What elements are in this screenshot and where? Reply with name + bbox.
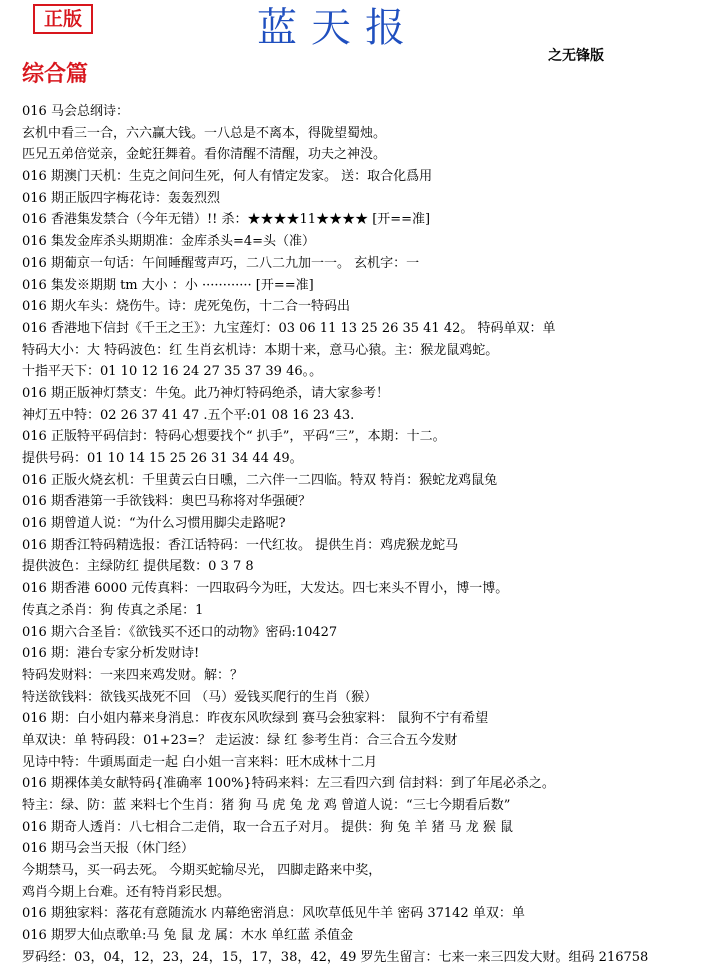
text-line: 016 期香港 6000 元传真料：一四取码今为旺，大发达。四七来头不胃小，博一博。 xyxy=(22,581,509,597)
text-line: 016 期曾道人说：“为什么习惯用脚尖走路呢? xyxy=(22,516,286,532)
text-line: 016 期奇人透肖：八七相合二走俏，取一合五子对月。 提供：狗 兔 羊 猪 马 龙 猴 鼠 xyxy=(22,819,514,835)
text-line: 016 马会总纲诗： xyxy=(22,104,129,119)
text-line: 016 正版火烧玄机：千里黄云白日曛，二六伴一二四临。特双 特肖：猴蛇龙鸡鼠兔 xyxy=(22,472,498,488)
text-line: 单双诀：单 特码段：01+23=？ 走运波：绿 红 参考生肖：合三合五今发财 xyxy=(22,732,458,748)
text-line: 016 期葡京一句话：午间睡醒莺声巧，二八二九加一一。 玄机字：一 xyxy=(22,255,420,271)
text-line: 玄机中看三一合，六六赢大钱。一八总是不离本，得陇望蜀烛。 xyxy=(22,125,387,141)
text-line: 特送欲钱料：欲钱买战死不回 （马）爱钱买爬行的生肖（猴） xyxy=(22,689,378,705)
text-line: 见诗中特：牛頭馬面走一起 白小姐一言来料：旺木成林十二月 xyxy=(22,754,378,770)
text-line: 016 期独家料：落花有意随流水 内幕绝密消息：风吹草低见牛羊 密码 37142 单双：单 xyxy=(22,906,525,922)
text-line: 提供号码：01 10 14 15 25 26 31 34 44 49。 xyxy=(22,451,303,466)
authentic-badge: 正版 xyxy=(33,4,93,34)
text-line: 神灯五中特：02 26 37 41 47 .五个平:01 08 16 23 43. xyxy=(22,407,355,423)
text-line: 今期禁马，买一码去死。 今期买蛇输尽光， 四脚走路来中奖， xyxy=(22,863,382,879)
text-line: 016 期澳门天机：生克之间问生死，何人有情定发家。 送：取合化爲用 xyxy=(22,169,433,185)
text-line: 016 期裸体美女献特码{准确率 100%}特码来料：左三看四六到 信封料：到了年尾必杀之。 xyxy=(22,776,555,792)
text-line: 传真之杀肖：狗 传真之杀尾：1 xyxy=(22,602,204,618)
text-line: 罗码经：03，04，12，23，24，15，17，38，42，49 罗先生留言：七来一来三四发大财。组码 216758 xyxy=(22,949,649,965)
text-line: 016 集发※期期 tm 大小 ：小 ············ [开==准] xyxy=(22,277,314,293)
article-body xyxy=(22,101,698,969)
section-title: 综合篇 xyxy=(22,62,89,87)
text-line: 016 期火车头：烧伤牛。诗：虎死兔伤，十二合一特码出 xyxy=(22,299,350,315)
text-line: 016 期：白小姐内幕来身消息：昨夜东风吹绿到 赛马会独家料： 鼠狗不宁有希望 xyxy=(22,711,489,727)
text-line: 016 期马会当天报（休门经） xyxy=(22,841,194,857)
text-line: 十指平天下：01 10 12 16 24 27 35 37 39 46。。 xyxy=(22,364,323,380)
text-line: 016 期六合圣旨：《欲钱买不还口的动物》密码:10427 xyxy=(22,624,338,640)
text-line: 特主：绿、防：蓝 来料七个生肖：猪 狗 马 虎 兔 龙 鸡 曾道人说：“三七今期看后数” xyxy=(22,798,511,813)
text-line: 特码大小：大 特码波色：红 生肖玄机诗：本期十来，意马心猿。主：猴龙鼠鸡蛇。 xyxy=(22,342,499,358)
text-line: 016 集发金库杀头期期准：金库杀头=4=头（准） xyxy=(22,234,316,250)
text-line: 016 期正版四字梅花诗：轰轰烈烈 xyxy=(22,190,220,206)
text-line: 特码发财料：一来四来鸡发财。解：？ xyxy=(22,667,244,683)
text-line: 016 期香江特码精选报：香江话特码：一代红妆。 提供生肖：鸡虎猴龙蛇马 xyxy=(22,537,459,553)
masthead-title: 蓝天报 xyxy=(257,5,419,51)
text-line: 016 香港集发禁合（今年无错）!! 杀：★★★★11★★★★ [开==准] xyxy=(22,212,431,228)
text-line: 提供波色：主绿防红 提供尾数：0 3 7 8 xyxy=(22,559,254,575)
text-line: 016 期正版神灯禁支：牛兔。此乃神灯特码绝杀，请大家参考！ xyxy=(22,385,389,401)
text-line: 匹兄五弟倍觉亲，金蛇狂舞着。看你清醒不清醒，功夫之神没。 xyxy=(22,147,387,163)
text-line: 016 期香港第一手欲钱料：奥巴马称将对华强硬？ xyxy=(22,494,311,510)
text-line: 016 期罗大仙点歌单:马 兔 鼠 龙 属：木水 单红蓝 杀值金 xyxy=(22,928,354,944)
text-line: 016 香港地下信封《千王之王》：九宝莲灯：03 06 11 13 25 26 35 41 42。 特码单双：单 xyxy=(22,320,556,336)
edition-label: 之无锋版 xyxy=(548,48,604,64)
text-line: 鸡肖今期上台难。还有特肖彩民想。 xyxy=(22,884,231,900)
text-line: 016 正版特平码信封：特码心想要找个“ 扒手”，平码“三”，本期：十二。 xyxy=(22,429,446,445)
text-line: 016 期：港台专家分析发财诗! xyxy=(22,646,200,662)
